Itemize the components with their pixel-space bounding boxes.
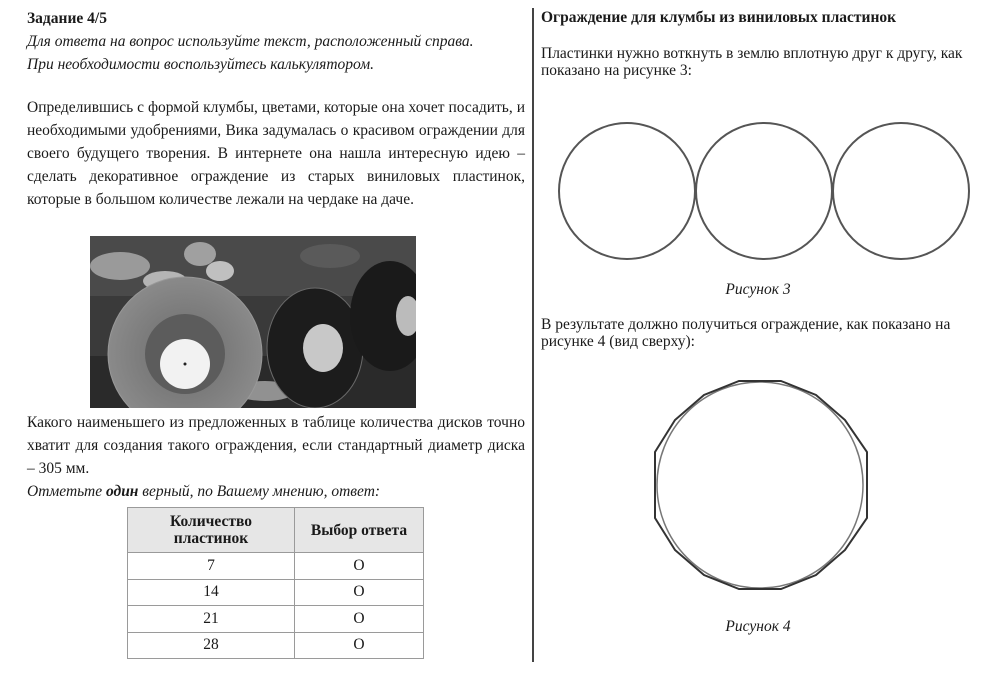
table-row [128, 579, 424, 606]
answer-prompt [27, 480, 525, 503]
question-block [27, 411, 525, 503]
figure-3-caption: Рисунок 3 [725, 281, 791, 298]
task-column [27, 8, 525, 211]
figure-4-caption: Рисунок 4 [725, 618, 791, 635]
question-text: Какого наименьшего из предложенных в таблице количества дисков точно хватит для создания такого ограждения, если стандартный диаметр диска – 305 мм. [27, 414, 525, 477]
column-divider [532, 8, 534, 662]
header-choice: Выбор ответа [295, 508, 424, 553]
answer-radio[interactable]: O [295, 579, 424, 606]
count-cell: 28 [128, 632, 295, 659]
answer-radio[interactable]: O [295, 606, 424, 633]
intro-paragraph: Определившись с формой клумбы, цветами, которые она хочет посадить, и необходимыми удобрениями, Вика задумалась о красивом ограждении для своего будущего творения. В интернете она нашла интересную идею – сделать декоративное ограждение из старых виниловых пластинок, которые в большом количестве лежали на чердаке на даче. [27, 99, 525, 208]
answer-radio[interactable]: O [295, 632, 424, 659]
answer-prompt-bold: один [105, 483, 139, 500]
figure-3-three-circles [550, 118, 980, 264]
vinyl-records-photo [90, 236, 416, 408]
info-paragraph-2: В результате должно получиться ограждение, как показано на рисунке 4 (вид сверху): [541, 316, 951, 350]
table-row [128, 632, 424, 659]
answer-table [127, 507, 424, 659]
answer-prompt-after: верный, по Вашему мнению, ответ: [138, 483, 381, 500]
header-count: Количество пластинок [128, 508, 295, 553]
table-row [128, 553, 424, 580]
count-cell: 21 [128, 606, 295, 633]
info-paragraph-1: Пластинки нужно воткнуть в землю вплотную друг к другу, как показано на рисунке 3: [541, 45, 963, 79]
answer-prompt-before: Отметьте [27, 483, 106, 500]
info-title: Ограждение для клумбы из виниловых пластинок [541, 9, 897, 26]
count-cell: 7 [128, 553, 295, 580]
figure-4-polygon-fence [650, 375, 870, 595]
instruction-line-2: При необходимости воспользуйтесь калькулятором. [27, 56, 374, 73]
answer-radio[interactable]: O [295, 553, 424, 580]
count-cell: 14 [128, 579, 295, 606]
instruction-line-1: Для ответа на вопрос используйте текст, расположенный справа. [27, 33, 474, 50]
table-row [128, 606, 424, 633]
info-column [541, 8, 981, 79]
task-title: Задание 4/5 [27, 10, 107, 27]
